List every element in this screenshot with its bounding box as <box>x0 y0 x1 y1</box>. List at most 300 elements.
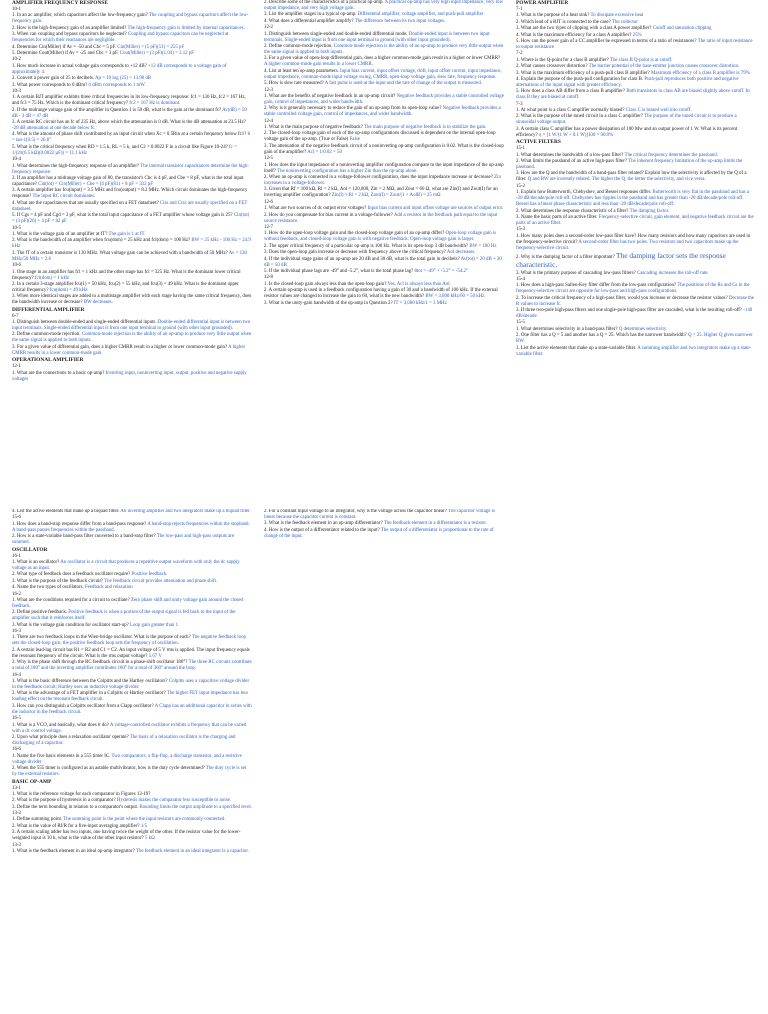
question-text: 4. If the individual stage gains of an op-amp are 20 dB and 30 dB, what is the total gain in decibels? <box>264 256 460 262</box>
answer-text: Double-ended input is between two input terminals. Single-ended input is from one input terminal to ground (with other input grounded). <box>264 31 490 43</box>
question-text: 4. Explain the purpose of the push-pull configuration for class B. <box>516 76 644 82</box>
question-text: 1. There are two feedback loops in the Wien-bridge oscillator. What is the purpose of each? <box>12 635 191 641</box>
question-answer <box>12 560 252 572</box>
question-text: 2. What is the purpose of the tuned circuit in a class C amplifier? <box>516 114 644 120</box>
question-text: 3. What are the two types of clipping with a class A power amplifier? <box>516 26 652 32</box>
answer-text: Cascading increases the roll-off rate. <box>636 270 709 276</box>
question-text: 2. How do you compensate for bias current in a voltage-follower? <box>264 212 393 218</box>
question-answer <box>12 120 252 132</box>
question-text: 2. Convert a power gain of 25 to decibels. <box>12 76 95 82</box>
section-number: 12-7 <box>264 224 273 230</box>
answer-text: 5 kΩ <box>144 836 155 842</box>
question-answer <box>12 320 252 332</box>
question-answer <box>12 132 252 144</box>
answer-text: Q = 25. Higher Q gives narrower BW. <box>516 333 753 345</box>
section-number: 16-4 <box>12 672 21 678</box>
question-text: 3. What is the primary purpose of cascading low-pass filters? <box>516 270 636 276</box>
section-number: 10-1 <box>12 6 21 12</box>
answer-text: Ap = 10 log (25) = 13.98 dB <box>95 76 152 82</box>
question-answer <box>264 106 504 118</box>
question-answer <box>12 13 252 25</box>
question-answer <box>12 824 252 830</box>
answer-text: θ = tan-1(0.5) = 26.6° <box>12 132 250 144</box>
question-answer <box>516 13 756 19</box>
answer-text: To dissipate excessive heat <box>590 13 644 19</box>
question-answer <box>264 213 504 225</box>
question-text: 3. What is the purpose of the feedback circuit? <box>12 578 104 584</box>
answer-text: A Clapp has an additional capacitor in series with the inductor in the feedback circuit. <box>12 703 252 715</box>
question-answer <box>12 660 252 672</box>
answer-text: Both transistors in class AB are biased slightly above cutoff. In class B they are biased at cutoff. <box>516 89 750 101</box>
question-answer <box>12 164 252 176</box>
section-number: 7-1 <box>516 6 523 12</box>
section-heading: ACTIVE FILTERS <box>516 139 561 146</box>
question-text: 3. How are the Q and the bandwidth of a band-pass filter related? Explain how the selectivity is affected by the Q of a filter. <box>516 171 747 183</box>
answer-text: Common-mode rejection is the ability of an op-amp to produce very little output when the same signal is applied to both inputs. <box>264 43 504 55</box>
answer-text: The barrier potential of the base-emitter junction causes crossover distortion. <box>588 64 740 70</box>
answer-text: Coupling and bypass capacitors can be neglected at frequencies for which their reactances are negligible. <box>12 32 229 44</box>
answer-text: Cutoff and saturation clipping <box>652 26 712 32</box>
section-number: 12-4 <box>264 118 273 124</box>
question-answer <box>264 288 504 300</box>
answer-text: Positive feedback is when a portion of the output signal is fed back to the input of the amplifier such that it reinforces itself. <box>12 610 236 622</box>
question-text: 3. How can you distinguish a Colpitts oscillator from a Clapp oscillator? <box>12 703 154 709</box>
question-answer <box>12 723 252 735</box>
answer-text: Open-loop voltage gain is without feedback, and closed-loop voltage gain is with negative feedback. Open-loop voltage gain is larger. <box>264 231 497 243</box>
question-answer <box>516 209 756 215</box>
answer-text: Common-mode rejection is the ability of an op-amp to produce very little output when the same signal is applied to both inputs. <box>12 332 252 344</box>
question-text: 5. If Cgs = 4 pF and Cgd = 3 pF, what is the total input capacitance of a FET amplifier whose voltage gain is 25? <box>12 213 233 219</box>
page-bottom-half <box>0 509 768 1012</box>
question-answer <box>516 114 756 126</box>
answer-text: Negative feedback provides a stable controlled voltage gain, control of impedances, and wider bandwidth. <box>264 106 501 118</box>
answer-text: Cin(tot) = Cin(Miller) + Cbe = (4 pF)(81) + 8 pF = 332 pF <box>38 182 153 188</box>
question-answer <box>12 83 252 89</box>
question-answer <box>264 175 504 187</box>
question-answer <box>12 509 252 515</box>
question-answer <box>264 125 504 131</box>
section-number: 12-8 <box>264 275 273 281</box>
question-text: 2. If an amplifier has a midrange voltage gain of 80, the transistor's Cbc is 4 pF, and Cbe = 8 pF, what is the total input capacitance? <box>12 176 244 188</box>
question-answer <box>12 294 252 306</box>
section-number: 10-2 <box>12 57 21 63</box>
question-text: 2. A certain lead-lag circuit has R1 = R2 and C1 = C2. An input voltage of 5 V rms is applied. The input frequency equals the resonant frequency of the circuit. What is the rms output voltage? <box>12 647 250 659</box>
answer-text: A band-stop rejects frequencies within the stopband. A band-pass passes frequencies within the passband. <box>12 521 250 533</box>
section-heading: BASIC OP-AMP <box>12 778 52 785</box>
question-answer <box>12 648 252 660</box>
answer-text: Hysteresis makes the comparator less susceptible to noise. <box>116 798 231 804</box>
question-answer <box>516 39 756 51</box>
question-answer <box>12 585 252 591</box>
answer-text: Differential amplifier, voltage amplifier, and push-pull amplifier <box>357 12 484 18</box>
section-number: 10-3 <box>12 88 21 94</box>
question-text: 2. Define common-mode rejection. <box>12 332 81 338</box>
question-text: 1. Explain how Butterworth, Chebyshev, and Bessel responses differ. <box>516 190 652 196</box>
answer-text: BW = 25 kHz - 100 Hz = 24.9 kHz <box>12 238 251 250</box>
answer-text: A second-order filter has two poles. Two resistors and two capacitors make up the frequency-selective circuit. <box>516 239 739 251</box>
question-answer <box>264 19 504 25</box>
answer-text: The collector <box>611 19 638 25</box>
section-number: 12-1 <box>12 364 21 370</box>
question-text: 2. How is a state-variable band-pass filter converted to a band-stop filter? <box>12 534 156 540</box>
page-top-half <box>0 0 768 503</box>
question-answer <box>12 766 252 778</box>
question-answer <box>264 144 504 156</box>
question-answer <box>12 572 252 578</box>
question-text: 5. How can the power gain of a CC amplifier be expressed in terms of a ratio of resistances? <box>516 38 697 44</box>
answer-text: Two comparators, a flip-flop, a discharge transistor, and a resistive voltage divider <box>12 753 242 765</box>
question-text: 5. How does a class AB differ from a class B amplifier? <box>516 89 626 95</box>
question-text: 2. The closed-loop voltage gain of each of the op-amp configurations discussed is dependent on the internal open-loop voltage gain of the op-amp. (True or False) <box>264 131 496 143</box>
section-number: 13-2 <box>12 811 21 817</box>
question-text: 2. What is the bandwidth of an amplifier when fcu(dom) = 25 kHz and fcl(dom) = 100 Hz? <box>12 238 191 244</box>
question-text: 2. One filter has a Q = 5 and another has a Q = 25. Which has the narrower bandwidth? <box>516 333 687 339</box>
answer-text: Negative feedback provides a stable controlled voltage gain, control of impedances, and wider bandwidth. <box>264 93 504 105</box>
answer-text: Acl = 1/0.02 = 50 <box>307 149 342 155</box>
question-text: 1. What is an oscillator? <box>12 559 60 565</box>
question-text: 3. When can coupling and bypass capacitors be neglected? <box>12 32 127 38</box>
answer-text: The capacitor voltage is linear because the capacitor current is constant. <box>264 509 495 520</box>
question-text: 2. For a constant input voltage to an integrator, why is the voltage across the capacitor linear? <box>264 509 447 514</box>
question-answer <box>12 201 252 213</box>
column-2 <box>264 0 504 503</box>
question-text: 3. Name the basic parts of an active filter. <box>516 214 598 220</box>
answer-text: Aol decreases. <box>446 250 476 256</box>
answer-text: The inherent frequency limitation of the op-amp limits the passband. <box>516 159 743 170</box>
question-answer <box>516 153 756 159</box>
question-text: 2. Why is the damping factor of a filter important? <box>516 255 615 261</box>
question-answer <box>264 56 504 68</box>
question-answer <box>264 81 504 87</box>
question-answer <box>516 89 756 101</box>
question-text: 3. List the active elements that make up a state-variable filter. <box>516 345 637 351</box>
question-text: 1. What is the reference voltage for each comparator in Figures 13-19? <box>12 791 151 797</box>
question-answer <box>12 704 252 716</box>
answer-text: Q determines selectivity. <box>618 326 668 332</box>
question-answer <box>12 534 252 546</box>
answer-text: Av = 130 MHz/50 MHz = 2.6 <box>12 250 247 262</box>
question-answer <box>12 213 252 225</box>
question-text: 3. A certain class C amplifier has a power dissipation of 100 Mw and an output power of 1 W. What is its percent efficiency? <box>516 126 738 138</box>
question-text: 3. Does the open-loop gain increase or decrease with frequency above the critical frequency? <box>264 250 446 256</box>
answer-text: fcu(dom) = 49 kHz <box>49 287 88 293</box>
answer-text: Zin increases in a voltage-follower. <box>264 175 501 187</box>
answer-text: Inverting input, noninverting input, output, positive and negative supply voltages <box>12 370 247 382</box>
question-answer <box>264 250 504 256</box>
answer-text: Feedback and relaxation <box>84 585 133 591</box>
answer-text: Zin(I) ≈ Ri = 2 kΩ, Zout(I) = Zout/(1 + AolB) = 25 mΩ <box>331 193 441 199</box>
question-text: 2. In a certain 3-stage amplifier fcu(1) = 50 kHz, fcu(2) = 55 kHz, and fcu(3) = 49 kHz. What is the dominant upper critical frequency? <box>12 281 239 293</box>
column-4 <box>12 509 252 1012</box>
answer-text: Av(tot) = 20 dB + 30 dB = 50 dB <box>264 256 502 268</box>
question-answer <box>12 522 252 534</box>
question-text: 1. How much increase in actual voltage gain corresponds to +12 dB? <box>12 63 147 69</box>
question-text: 4. What is the maximum efficiency for a class A amplifier? <box>516 32 632 38</box>
answer-text: Input bias current, input offset voltage, drift, input offset current, input impedance, output impedance, common-mode input voltage swing, CMRR, open-loop voltage gain, slew rate, frequency response. <box>264 68 502 80</box>
question-text: 4. How is the output of a differentiator related to the input? <box>264 527 380 533</box>
answer-text: Positive feedback. <box>131 572 168 578</box>
answer-text: Zero phase shift and unity voltage gain around the closed feedback. <box>12 597 243 609</box>
question-text: 5. Determine Cout(Miller) if Av = -25 and Cbc = 3 pF. <box>12 50 119 56</box>
question-text: 3. Why is the phase shift through the RC feedback circuit in a phase-shift oscillator 180°? <box>12 660 188 666</box>
answer-text: The main purpose of negative feedback is to stabilize the gain. <box>364 125 487 131</box>
answer-text: -20 dB attenuation at one decade below fc. <box>12 126 96 132</box>
question-answer <box>516 26 756 32</box>
answer-text: The internal transistor capacitances determine the high-frequency response. <box>12 163 249 175</box>
answer-text: The higher FET input impedance has less loading effect on the resonant feedback circuit. <box>12 691 248 703</box>
question-text: 2. To increase the critical frequency of a high-pass filter, would you increase or decrease the resistor values? <box>516 295 728 301</box>
question-answer <box>516 20 756 26</box>
answer-text: The high-frequency gain is limited by internal capacitances. <box>127 25 245 31</box>
question-answer <box>12 798 252 804</box>
question-text: 1. What is the voltage gain of an amplifier at fT? <box>12 231 108 237</box>
question-text: 4. What is the amount of phase shift contributed by an input circuit when Xc = 0.5Rin at a certain frequency below fc1? <box>12 132 247 138</box>
answer-text: BW = 100 Hz <box>469 243 497 249</box>
question-answer <box>264 69 504 81</box>
question-text: 2. A certain op-amp is used in a feedback configuration having a gain of 30 and a bandwidth of 100 kHz. If the external resistor values are changed to increase the gain to 60, what is the new bandwidth? <box>264 288 498 300</box>
question-answer <box>12 679 252 691</box>
question-answer <box>516 252 756 270</box>
question-text: 3. A certain RC circuit has an fc of 235 Hz, above which the attenuation is 0 dB. What is the dB attenuation at 23.5 Hz? <box>12 120 246 126</box>
question-answer <box>264 528 504 540</box>
question-answer <box>516 271 756 277</box>
question-answer <box>12 371 252 383</box>
question-text: 2. How is the high-frequency gain of an amplifier limited? <box>12 25 127 31</box>
question-text: 1. Name the five basic elements in a 555 timer IC. <box>12 753 111 759</box>
section-number: 15-2 <box>516 183 525 189</box>
question-text: 2. The upper critical frequency of a particular op-amp is 100 Hz. What is its open-loop 3 dB bandwidth? <box>264 243 469 249</box>
answer-text: Double-ended differential input is between two input terminals. Single-ended differential input is from one input terminal to ground (with other input grounded). <box>12 320 251 332</box>
answer-text: 1.67 V <box>148 653 162 659</box>
question-answer <box>516 71 756 77</box>
section-heading: OSCILLATOR <box>12 546 48 553</box>
question-answer <box>12 76 252 82</box>
answer-text: fc2 = 167 Hz is dominant. <box>129 101 181 107</box>
question-text: 2. Upon what principle does a relaxation oscillator operate? <box>12 734 129 740</box>
answer-text: The three RC circuits contribute a total of 180° and the inverting amplifier contributes 180° for a total of 360° around the loop. <box>12 660 252 672</box>
column-3 <box>516 0 756 503</box>
question-answer <box>264 44 504 56</box>
question-answer <box>12 232 252 238</box>
question-answer <box>516 333 756 345</box>
section-number: 16-2 <box>12 591 21 597</box>
answer-text: Q and BW are inversely related. The higher the Q, the better the selectivity, and vice versa. <box>527 177 706 183</box>
answer-text: Push-pull reproduces both positive and negative alternations of the input signal with greater efficiency. <box>516 76 739 88</box>
question-answer <box>12 26 252 32</box>
question-answer <box>516 327 756 333</box>
question-answer <box>264 163 504 175</box>
section-number: 13-1 <box>12 785 21 791</box>
question-answer <box>264 94 504 106</box>
question-answer <box>12 817 252 823</box>
question-text: 1. How do the open-loop voltage gain and the closed-loop voltage gain of an op-amp differ? <box>264 231 445 237</box>
answer-text: 1/5 <box>140 823 148 829</box>
question-text: 1. Where is the Q-point for a class B amplifier? <box>516 57 609 63</box>
question-answer <box>516 159 756 171</box>
question-text: 2. What is the value of Rf/R for a five-input averaging amplifier? <box>12 823 140 829</box>
question-text: 2. What determines the response characteristic of a filter? <box>516 208 629 214</box>
answer-text: Butterworth is very flat in the passband and has a -20 dB/decade/pole roll-off. Chebyshev has ripples in the passband and has greater than -20 dB/decade/pole roll-off. Bessel has a linear phase characteristic and less than -20 dB/decade/pole roll-off. <box>516 190 749 208</box>
question-text: 2. Describe some of the characteristics of a practical op-amp. <box>264 0 384 5</box>
question-text: 1. In an ac amplifier, which capacitors affect the low-frequency gain? <box>12 13 148 19</box>
question-answer <box>264 244 504 250</box>
answer-text: Add a resistor in the feedback path equal to the input source resistance. <box>264 212 498 224</box>
question-text: 1. What are the conditions required for a circuit to oscillate? <box>12 597 130 603</box>
question-answer <box>516 190 756 208</box>
question-answer <box>12 332 252 344</box>
question-answer <box>12 691 252 703</box>
question-answer <box>516 215 756 227</box>
question-text: 4. List at least ten op-amp parameters. <box>264 68 339 74</box>
question-answer <box>516 308 756 320</box>
question-text: 2. What is the purpose of hysteresis in a comparator? <box>12 798 116 804</box>
column-1 <box>12 0 252 503</box>
answer-text: θtot = -49° + -5.2° = -54.2° <box>414 268 468 274</box>
question-answer <box>516 33 756 39</box>
question-answer <box>12 805 252 811</box>
question-answer <box>12 270 252 282</box>
section-number: 10-4 <box>12 157 21 163</box>
answer-text: Yes, Acl is always less than Aol. <box>387 281 451 287</box>
question-answer <box>12 849 252 855</box>
answer-text: fc = 1/(2π(6.5 kΩ)(0.0022 µF)) = 11.1 kHz <box>12 144 237 156</box>
question-answer <box>12 598 252 610</box>
section-number: 16-5 <box>12 716 21 722</box>
question-text: 3. The fT of a certain transistor is 130 MHz. What voltage gain can be achieved with a bandwidth of 50 MHz? <box>12 250 228 256</box>
section-number: 12-2 <box>264 25 273 31</box>
question-text: 1. How does the input impedance of a noninverting amplifier configuration compare to the input impedance of the op-amp itself? <box>264 162 504 174</box>
answer-text: An inverting amplifier and two integrators make up a biquad filter. <box>120 509 251 514</box>
question-text: 2. Define positive feedback. <box>12 610 67 616</box>
question-text: 1. What is the purpose of a heat sink? <box>516 13 590 19</box>
question-answer <box>12 282 252 294</box>
question-text: 1. Distinguish between single-ended and double-ended differential mode. <box>264 31 408 37</box>
question-answer <box>516 283 756 295</box>
question-answer <box>264 131 504 143</box>
answer-text: An oscillator is a circuit that produces a repetitive output waveform with only the dc supply voltage as an input. <box>12 559 240 571</box>
question-text: 1. What is the basic difference between the Colpitts and the Hartley oscillators? <box>12 679 168 685</box>
question-answer <box>264 0 504 12</box>
section-number: 7-3 <box>516 101 523 107</box>
answer-text: The feedback circuit provides attenuation and phase shift. <box>104 578 218 584</box>
question-text: 1. At what point is a class C amplifier normally biased? <box>516 108 625 114</box>
section-number: 15-4 <box>516 276 525 282</box>
section-heading: POWER AMPLIFIER <box>516 0 569 6</box>
question-text: 1. How many poles does a second-order low-pass filter have? How many resistors and how many capacitors are used in the frequency-selective circuit? <box>516 233 751 245</box>
question-answer <box>12 145 252 157</box>
question-answer <box>12 108 252 120</box>
question-text: 4. What does a differential amplifier amplify? <box>264 18 354 24</box>
question-answer <box>12 176 252 188</box>
question-text: 1. What is a VCO, and basically, what does it do? <box>12 722 109 728</box>
question-answer <box>12 45 252 51</box>
column-5 <box>264 509 504 1012</box>
column-6 <box>516 509 756 1012</box>
section-number: 16-3 <box>12 629 21 635</box>
answer-text: Av(dB) = 50 dB - 3 dB = 47 dB <box>12 107 247 119</box>
question-text: 1. What are the benefits of negative feedback in an op-amp circuit? <box>264 93 396 99</box>
answer-text: A fast pulse is used at the input and the rate of change of the output is measured. <box>324 81 482 87</box>
answer-text: The difference between its two input voltages. <box>354 18 446 24</box>
question-answer <box>516 77 756 89</box>
question-text: 3. List the amplifier stages in a typical op-amp. <box>264 12 357 18</box>
question-text: 5. How is slew rate measured? <box>264 81 324 87</box>
question-text: 1. What determines the bandwidth of a low-pass filter? <box>516 152 624 158</box>
answer-text: A voltage-controlled oscillator exhibits a frequency that can be varied with a dc control voltage. <box>12 722 247 734</box>
answer-text: Class C is biased well into cutoff. <box>625 108 692 114</box>
question-answer <box>12 623 252 629</box>
section-number: 10-5 <box>12 225 21 231</box>
question-text: 4. What are the capacitances that are usually specified on a FET datasheet? <box>12 200 159 206</box>
question-text: 1. How does a band-stop response differ from a band-pass response? <box>12 521 147 527</box>
question-text: 1. What are the connections to a basic op-amp? <box>12 370 105 376</box>
question-answer <box>12 610 252 622</box>
answer-text: A practical op-amp has very high input impedance, very low output impedance, and very high voltage gain. <box>264 0 504 11</box>
answer-text: η = [1 W/(1 W + 0.1 W)]100 = 90.9% <box>538 132 614 138</box>
answer-text: Cin(tot) = (3 pF)(26) + 4 pF = 82 pF <box>12 213 250 225</box>
question-answer <box>516 58 756 64</box>
answer-text: Decrease the R values to increase fc. <box>516 295 754 307</box>
question-answer <box>264 231 504 243</box>
answer-text: The gain is 1 at fT. <box>108 231 146 237</box>
question-answer <box>12 735 252 747</box>
question-answer <box>264 32 504 44</box>
question-answer <box>264 282 504 288</box>
answer-text: The summing point is the point where the input resistors are commonly connected. <box>63 817 226 823</box>
question-answer <box>516 171 756 183</box>
answer-text: 25% <box>632 32 642 38</box>
question-text: 3. What power corresponds to 0 dBm? <box>12 82 88 88</box>
question-text: 3. What is the voltage gain condition for oscillator start-up? <box>12 622 129 628</box>
answer-text: Input bias current and input offset voltage are sources of output error. <box>367 206 504 212</box>
question-answer <box>12 792 252 798</box>
answer-text: The basis of a relaxation oscillator is the charging and discharging of a capacitor. <box>12 734 236 746</box>
question-answer <box>264 257 504 269</box>
question-text: 2. Define common-mode rejection. <box>264 43 333 49</box>
question-text: 3. The attenuation of the negative feedback circuit of a noninverting op-amp configuration is 0.02. What is the closed-loop gain of the amplifier? <box>264 143 504 155</box>
question-text: 4. Name the two types of oscillators. <box>12 585 84 591</box>
question-answer <box>12 830 252 842</box>
answer-text: Maximum efficiency of a class B amplifier is 79%. <box>650 70 751 76</box>
question-text: 1. What determines selectivity in a band-pass filter? <box>516 326 618 332</box>
answer-text: The positions of the Rs and Cs in the frequency-selective circuit are opposite for low-pass and high-pass configurations. <box>516 283 750 295</box>
answer-text: The noninverting configuration has a higher Zin than the op-amp alone. <box>277 168 418 174</box>
section-number: 10-6 <box>12 263 21 269</box>
question-text: 1. One stage in an amplifier has fcl = 1 kHz and the other stage has fcl = 325 Hz. What is the dominant lower critical frequency? <box>12 269 241 281</box>
answer-text: The feedback element in a differentiator is a resistor. <box>383 521 487 527</box>
answer-text: Cin(Miller) = (5 pF)(51) = 255 pF <box>117 44 185 50</box>
answer-text: The damping factor. <box>629 208 670 214</box>
question-text: 5. If the individual phase lags are -49° and -5.2°, what is the total phase lag? <box>264 268 414 274</box>
answer-text: BW decreases. <box>83 300 113 306</box>
question-text: 1. A certain BJT amplifier exhibits three critical frequencies in its low-frequency response: fc1 = 130 Hz, fc2 = 167 Hz, and fc3 = 75 Hz. Which is the dominant critical frequency? <box>12 95 246 107</box>
question-text: 3. A certain amplifier has fcu(input) = 3.5 MHz and fcu(output) = 8.2 MHz. Which circuit dominates the high-frequency response? <box>12 188 248 200</box>
question-text: 3. For a given value of open-loop differential gain, does a higher common-mode gain result in a higher or lower CMRR? <box>264 56 501 62</box>
question-text: 1. Is the closed-loop gain always less than the open-loop gain? <box>264 281 387 287</box>
question-text: 2. If the midrange voltage gain of the amplifier in Question 1 is 50 dB, what is the gain at the dominant fc? <box>12 107 222 113</box>
section-number: 12-3 <box>264 87 273 93</box>
question-answer <box>264 509 504 521</box>
section-number: 15-6 <box>12 515 21 521</box>
question-answer <box>264 206 504 212</box>
answer-text: +12 dB corresponds to a voltage gain of approximately 4. <box>12 63 227 75</box>
answer-text: Cout(Miller) = (3 pF)(1.04) = 3.12 pF <box>119 50 194 56</box>
answer-text: A summing amplifier and two integrators make up a state-variable filter. <box>516 345 752 357</box>
question-text: 1. What is the feedback element in an ideal op-amp integrator? <box>12 849 135 855</box>
section-number: 12-5 <box>264 156 273 162</box>
section-number: 6-7 <box>12 313 19 319</box>
question-text: 4. Determine Cin(Miller) if Av = -50 and Cbc = 5 pF. <box>12 44 117 50</box>
